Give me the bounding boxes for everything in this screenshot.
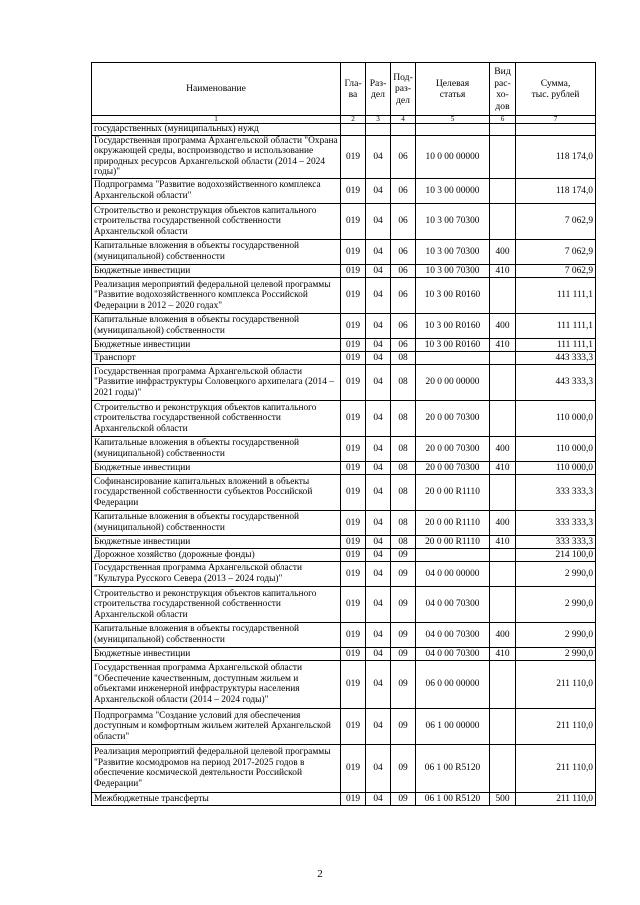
row-expense-type: 400 <box>490 313 516 338</box>
row-section: 04 <box>366 364 391 400</box>
row-subsection: 06 <box>391 277 416 313</box>
row-name: Государственная программа Архангельской области "Охрана окружающей среды, воспроизводство и использование природных ресурсов Архангельской области (2014 – 2024 годы)" <box>92 135 341 178</box>
row-name: Реализация мероприятий федеральной целевой программы "Развитие водохозяйственного комплекса Российской Федерации в 2012 – 2020 годах" <box>92 277 341 313</box>
row-amount: 110 000,0 <box>516 461 596 474</box>
table-row <box>92 660 596 708</box>
row-target-item: 20 0 00 R1110 <box>416 535 490 548</box>
row-section: 04 <box>366 338 391 351</box>
table-row <box>92 561 596 586</box>
row-chapter: 019 <box>341 338 366 351</box>
column-number: 5 <box>416 116 490 124</box>
table-row <box>92 586 596 622</box>
header-name: Наименование <box>92 63 341 116</box>
row-name: Капитальные вложения в объекты государственной (муниципальной) собственности <box>92 436 341 461</box>
row-name: Реализация мероприятий федеральной целевой программы "Развитие космодромов на период 2017-2025 годов в обеспечение космической деятельности Российской Федерации" <box>92 744 341 792</box>
row-subsection: 06 <box>391 203 416 239</box>
row-name: Строительство и реконструкция объектов капитального строительства государственной собственности Архангельской области <box>92 586 341 622</box>
row-section: 04 <box>366 277 391 313</box>
row-name: Капитальные вложения в объекты государственной (муниципальной) собственности <box>92 510 341 535</box>
row-expense-type <box>490 586 516 622</box>
table-row <box>92 792 596 805</box>
row-expense-type: 410 <box>490 264 516 277</box>
table-header-row <box>92 63 596 116</box>
row-amount: 110 000,0 <box>516 436 596 461</box>
row-expense-type: 410 <box>490 461 516 474</box>
table-row <box>92 400 596 436</box>
row-name: Софинансирование капитальных вложений в объекты государственной собственности субъектов Российской Федерации <box>92 474 341 510</box>
row-subsection: 09 <box>391 622 416 647</box>
table-row <box>92 622 596 647</box>
row-subsection: 08 <box>391 351 416 364</box>
budget-table <box>91 62 596 806</box>
row-subsection: 09 <box>391 548 416 561</box>
row-subsection: 09 <box>391 660 416 708</box>
row-expense-type <box>490 203 516 239</box>
table-row <box>92 535 596 548</box>
row-subsection: 08 <box>391 461 416 474</box>
row-section: 04 <box>366 744 391 792</box>
column-number: 1 <box>92 116 341 124</box>
row-chapter: 019 <box>341 535 366 548</box>
table-row <box>92 135 596 178</box>
row-name: Бюджетные инвестиции <box>92 461 341 474</box>
row-subsection: 09 <box>391 586 416 622</box>
row-name: Транспорт <box>92 351 341 364</box>
row-target-item <box>416 548 490 561</box>
header-expense-type: Вид рас- хо- дов <box>490 63 516 116</box>
row-expense-type <box>490 548 516 561</box>
row-chapter <box>341 124 366 136</box>
row-target-item: 04 0 00 70300 <box>416 586 490 622</box>
row-amount: 2 990,0 <box>516 586 596 622</box>
table-row <box>92 548 596 561</box>
row-section: 04 <box>366 436 391 461</box>
row-section: 04 <box>366 647 391 660</box>
row-target-item: 06 1 00 R5120 <box>416 744 490 792</box>
row-chapter: 019 <box>341 239 366 264</box>
row-subsection: 08 <box>391 436 416 461</box>
row-expense-type <box>490 660 516 708</box>
table-row <box>92 178 596 203</box>
row-subsection: 09 <box>391 647 416 660</box>
row-chapter: 019 <box>341 548 366 561</box>
row-name: Государственная программа Архангельской области "Культура Русского Севера (2013 – 2024 годы)" <box>92 561 341 586</box>
table-row <box>92 364 596 400</box>
column-number: 2 <box>341 116 366 124</box>
row-amount: 211 110,0 <box>516 708 596 744</box>
row-subsection: 08 <box>391 474 416 510</box>
row-expense-type <box>490 178 516 203</box>
row-target-item: 10 3 00 70300 <box>416 203 490 239</box>
row-name: Капитальные вложения в объекты государственной (муниципальной) собственности <box>92 622 341 647</box>
header-amount: Сумма, тыс. рублей <box>516 63 596 116</box>
row-amount: 7 062,9 <box>516 239 596 264</box>
row-section: 04 <box>366 586 391 622</box>
row-target-item: 10 3 00 R0160 <box>416 277 490 313</box>
row-chapter: 019 <box>341 647 366 660</box>
row-section: 04 <box>366 535 391 548</box>
row-amount: 211 110,0 <box>516 744 596 792</box>
row-expense-type: 410 <box>490 535 516 548</box>
row-name: Подпрограмма "Создание условий для обеспечения доступным и комфортным жильем жителей Архангельской области" <box>92 708 341 744</box>
row-section: 04 <box>366 313 391 338</box>
row-subsection: 09 <box>391 708 416 744</box>
column-number-row <box>92 116 596 124</box>
row-name: Подпрограмма "Развитие водохозяйственного комплекса Архангельской области" <box>92 178 341 203</box>
row-expense-type <box>490 744 516 792</box>
row-target-item: 20 0 00 R1110 <box>416 510 490 535</box>
row-chapter: 019 <box>341 135 366 178</box>
table-row <box>92 203 596 239</box>
row-expense-type <box>490 277 516 313</box>
row-target-item: 20 0 00 70300 <box>416 400 490 436</box>
row-target-item: 20 0 00 70300 <box>416 436 490 461</box>
row-section: 04 <box>366 510 391 535</box>
row-target-item: 10 3 00 R0160 <box>416 338 490 351</box>
row-expense-type <box>490 135 516 178</box>
row-target-item: 04 0 00 00000 <box>416 561 490 586</box>
row-amount: 443 333,3 <box>516 351 596 364</box>
table-row <box>92 708 596 744</box>
row-target-item: 10 3 00 70300 <box>416 239 490 264</box>
table-row <box>92 351 596 364</box>
row-expense-type <box>490 474 516 510</box>
row-expense-type: 410 <box>490 647 516 660</box>
row-section: 04 <box>366 660 391 708</box>
table-row <box>92 474 596 510</box>
row-chapter: 019 <box>341 586 366 622</box>
row-amount: 118 174,0 <box>516 135 596 178</box>
row-subsection: 06 <box>391 338 416 351</box>
row-target-item: 10 3 00 R0160 <box>416 313 490 338</box>
row-name: Межбюджетные трансферты <box>92 792 341 805</box>
row-expense-type <box>490 708 516 744</box>
row-chapter: 019 <box>341 436 366 461</box>
row-section: 04 <box>366 178 391 203</box>
row-expense-type: 410 <box>490 338 516 351</box>
row-target-item: 04 0 00 70300 <box>416 647 490 660</box>
table-row <box>92 313 596 338</box>
row-target-item <box>416 351 490 364</box>
row-expense-type: 500 <box>490 792 516 805</box>
row-chapter: 019 <box>341 561 366 586</box>
row-name: Государственная программа Архангельской области "Обеспечение качественным, доступным жильем и объектами инженерной инфраструктуры населения Архангельской области (2014 – 2024 годы)" <box>92 660 341 708</box>
row-expense-type <box>490 400 516 436</box>
row-expense-type <box>490 124 516 136</box>
row-amount <box>516 124 596 136</box>
row-section: 04 <box>366 400 391 436</box>
row-chapter: 019 <box>341 474 366 510</box>
row-subsection: 06 <box>391 239 416 264</box>
row-section <box>366 124 391 136</box>
row-amount: 211 110,0 <box>516 792 596 805</box>
row-chapter: 019 <box>341 203 366 239</box>
row-chapter: 019 <box>341 178 366 203</box>
row-chapter: 019 <box>341 708 366 744</box>
row-chapter: 019 <box>341 510 366 535</box>
row-target-item: 20 0 00 70300 <box>416 461 490 474</box>
row-section: 04 <box>366 264 391 277</box>
row-amount: 333 333,3 <box>516 510 596 535</box>
row-name: Строительство и реконструкция объектов капитального строительства государственной собственности Архангельской области <box>92 400 341 436</box>
row-target-item: 04 0 00 70300 <box>416 622 490 647</box>
row-chapter: 019 <box>341 744 366 792</box>
row-target-item: 06 1 00 00000 <box>416 708 490 744</box>
row-chapter: 019 <box>341 461 366 474</box>
row-chapter: 019 <box>341 313 366 338</box>
row-subsection: 08 <box>391 535 416 548</box>
row-expense-type: 400 <box>490 510 516 535</box>
row-name: Государственная программа Архангельской области "Развитие инфраструктуры Соловецкого архипелага (2014 – 2021 годы)" <box>92 364 341 400</box>
row-chapter: 019 <box>341 277 366 313</box>
row-amount: 211 110,0 <box>516 660 596 708</box>
row-amount: 333 333,3 <box>516 535 596 548</box>
table-row <box>92 510 596 535</box>
column-number: 7 <box>516 116 596 124</box>
row-expense-type <box>490 364 516 400</box>
row-amount: 7 062,9 <box>516 203 596 239</box>
row-target-item: 10 3 00 00000 <box>416 178 490 203</box>
table-body <box>92 124 596 806</box>
row-amount: 111 111,1 <box>516 277 596 313</box>
row-amount: 2 990,0 <box>516 647 596 660</box>
row-chapter: 019 <box>341 351 366 364</box>
table-row <box>92 461 596 474</box>
row-subsection: 09 <box>391 744 416 792</box>
row-amount: 214 100,0 <box>516 548 596 561</box>
row-subsection <box>391 124 416 136</box>
row-amount: 111 111,1 <box>516 338 596 351</box>
row-subsection: 09 <box>391 792 416 805</box>
table-row <box>92 264 596 277</box>
row-target-item: 20 0 00 R1110 <box>416 474 490 510</box>
row-section: 04 <box>366 461 391 474</box>
table-row <box>92 436 596 461</box>
row-expense-type: 400 <box>490 622 516 647</box>
column-number: 6 <box>490 116 516 124</box>
row-subsection: 06 <box>391 313 416 338</box>
column-number: 4 <box>391 116 416 124</box>
header-chapter: Гла- ва <box>341 63 366 116</box>
row-expense-type: 400 <box>490 436 516 461</box>
row-name: Бюджетные инвестиции <box>92 535 341 548</box>
row-section: 04 <box>366 239 391 264</box>
row-name: Бюджетные инвестиции <box>92 647 341 660</box>
table-row <box>92 277 596 313</box>
row-amount: 443 333,3 <box>516 364 596 400</box>
row-section: 04 <box>366 708 391 744</box>
row-chapter: 019 <box>341 622 366 647</box>
row-section: 04 <box>366 548 391 561</box>
table-row <box>92 647 596 660</box>
row-section: 04 <box>366 622 391 647</box>
table-row <box>92 744 596 792</box>
row-subsection: 08 <box>391 400 416 436</box>
row-expense-type <box>490 351 516 364</box>
row-section: 04 <box>366 561 391 586</box>
row-name: Бюджетные инвестиции <box>92 264 341 277</box>
row-name: Капитальные вложения в объекты государственной (муниципальной) собственности <box>92 313 341 338</box>
row-section: 04 <box>366 203 391 239</box>
row-name: Бюджетные инвестиции <box>92 338 341 351</box>
table-row <box>92 124 596 136</box>
row-amount: 2 990,0 <box>516 561 596 586</box>
row-name: Дорожное хозяйство (дорожные фонды) <box>92 548 341 561</box>
row-target-item: 06 1 00 R5120 <box>416 792 490 805</box>
row-amount: 111 111,1 <box>516 313 596 338</box>
row-chapter: 019 <box>341 264 366 277</box>
row-amount: 7 062,9 <box>516 264 596 277</box>
row-subsection: 08 <box>391 364 416 400</box>
table-row <box>92 239 596 264</box>
row-chapter: 019 <box>341 660 366 708</box>
row-target-item: 20 0 00 00000 <box>416 364 490 400</box>
row-subsection: 06 <box>391 264 416 277</box>
row-amount: 333 333,3 <box>516 474 596 510</box>
page-number: 2 <box>317 868 323 880</box>
row-subsection: 06 <box>391 178 416 203</box>
header-section: Раз- дел <box>366 63 391 116</box>
row-chapter: 019 <box>341 364 366 400</box>
row-target-item <box>416 124 490 136</box>
column-number: 3 <box>366 116 391 124</box>
header-subsection: Под- раз- дел <box>391 63 416 116</box>
table-row <box>92 338 596 351</box>
row-amount: 118 174,0 <box>516 178 596 203</box>
row-subsection: 06 <box>391 135 416 178</box>
row-name: Строительство и реконструкция объектов капитального строительства государственной собственности Архангельской области <box>92 203 341 239</box>
header-target-item: Целевая статья <box>416 63 490 116</box>
row-section: 04 <box>366 351 391 364</box>
row-amount: 110 000,0 <box>516 400 596 436</box>
row-chapter: 019 <box>341 400 366 436</box>
row-target-item: 06 0 00 00000 <box>416 660 490 708</box>
row-subsection: 09 <box>391 561 416 586</box>
row-name: государственных (муниципальных) нужд <box>92 124 341 136</box>
row-target-item: 10 3 00 70300 <box>416 264 490 277</box>
row-name: Капитальные вложения в объекты государственной (муниципальной) собственности <box>92 239 341 264</box>
row-section: 04 <box>366 792 391 805</box>
row-target-item: 10 0 00 00000 <box>416 135 490 178</box>
row-subsection: 08 <box>391 510 416 535</box>
row-section: 04 <box>366 135 391 178</box>
row-chapter: 019 <box>341 792 366 805</box>
row-section: 04 <box>366 474 391 510</box>
row-amount: 2 990,0 <box>516 622 596 647</box>
row-expense-type: 400 <box>490 239 516 264</box>
row-expense-type <box>490 561 516 586</box>
